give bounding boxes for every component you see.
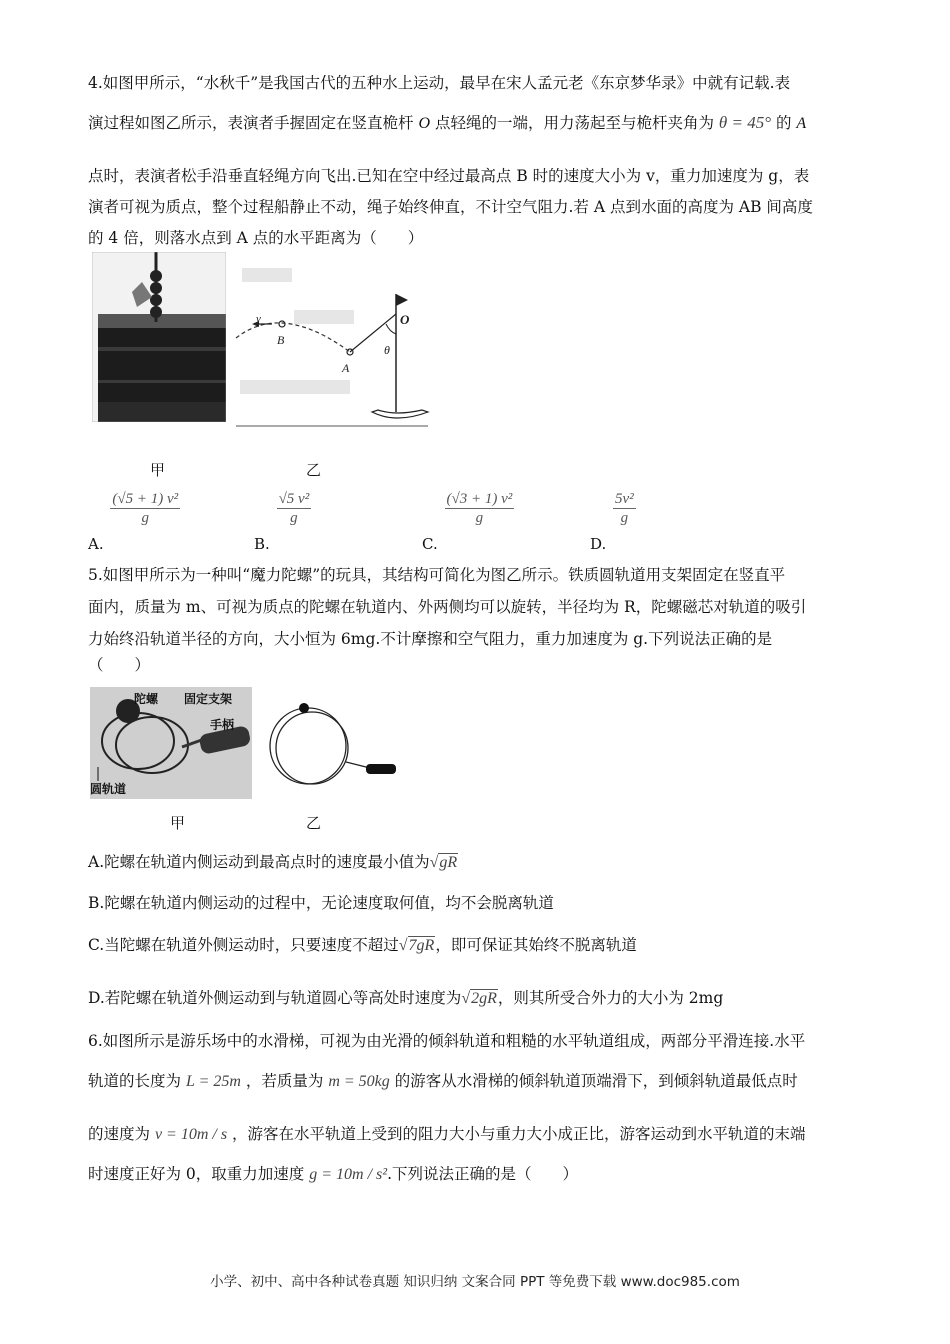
gravity-formula: g = 10m / s² [309,1166,388,1183]
q5-option-c-text-2: ，即可保证其始终不脱离轨道 [435,936,637,954]
q4-option-a-den: g [141,510,150,526]
q5-option-d-math: √2gR [461,990,497,1007]
q6-line-3-b: ，游客在水平轨道上受到的阻力大小与重力大小成正比，游客运动到水平轨道的末端 [232,1125,806,1143]
q5-option-c-text: C.当陀螺在轨道外侧运动时，只要速度不超过 [88,936,399,954]
diagram-theta-label: θ [384,343,390,357]
q5-option-a-math: √gR [429,854,458,871]
point-o-label: O [418,115,431,132]
q4-option-b-den: g [290,510,298,526]
q5-option-a-text: A.陀螺在轨道内侧运动到最高点时的速度最小值为 [88,853,430,871]
q5-line-4: （ ） [88,656,151,674]
q6-line-3 [88,1124,806,1145]
length-formula: L = 25m [185,1073,241,1090]
q4-option-d-den: g [620,510,629,526]
q6-line-4-b: .下列说法正确的是（ ） [387,1165,578,1183]
diagram-a-label: A [342,361,350,375]
magic-top-diagram [262,700,400,790]
q4-option-d-formula [613,490,636,527]
q4-option-b-num: √5 v² [278,491,310,507]
label-tuoluo: 陀螺 [134,692,159,706]
q4-option-b-label: B. [254,534,270,553]
q4-line-1: 4.如图甲所示，“水秋千”是我国古代的五种水上运动，最早在宋人孟元老《东京梦华录》中就有记载.表 [88,74,791,92]
q5-option-d [88,988,723,1009]
q6-line-1: 6.如图所示是游乐场中的水滑梯，可视为由光滑的倾斜轨道和粗糙的水平轨道组成，两部分平滑连接.水平 [88,1032,806,1050]
q4-line-2-a: 演过程如图乙所示，表演者手握固定在竖直桅杆 [88,114,414,132]
point-a-label: A [796,115,807,132]
q4-option-c-num: (√3 + 1) v² [446,491,513,507]
q4-line-3: 点时，表演者松手沿垂直轻绳方向飞出.已知在空中经过最高点 B 时的速度大小为 v，重力加速度为 g，表 [88,167,810,185]
q4-option-c-label: C. [422,534,438,553]
q5-caption-yi: 乙 [306,814,322,832]
q4-option-b-formula [277,490,312,527]
water-swing-photo [92,252,226,422]
q4-option-c [422,490,514,553]
q5-line-1: 5.如图甲所示为一种叫“魔力陀螺”的玩具，其结构可简化为图乙所示。铁质圆轨道用支架固定在竖直平 [88,566,786,584]
q4-caption-yi: 乙 [306,461,322,479]
q6-line-2-a: 轨道的长度为 [88,1072,182,1090]
q4-option-d-label: D. [590,534,607,553]
q4-option-b [254,490,311,553]
diagram-o-label: O [400,312,410,327]
q6-line-4-a: 时速度正好为 0，取重力加速度 [88,1165,305,1183]
label-shoubing: 手柄 [210,718,235,732]
water-swing-diagram [232,262,432,432]
q4-option-d [590,490,636,553]
q5-line-2: 面内，质量为 m、可视为质点的陀螺在轨道内、外两侧均可以旋转，半径均为 R，陀螺磁芯对轨道的吸引 [88,598,807,616]
q6-line-2 [88,1071,798,1092]
q5-option-a [88,852,458,873]
q4-option-d-num: 5v² [615,491,634,507]
velocity-formula: v = 10m / s [154,1126,228,1143]
q4-option-a [88,490,180,553]
q5-option-d-text: D.若陀螺在轨道外侧运动到与轨道圆心等高处时速度为 [88,989,462,1007]
diagram-v-label: v [256,313,261,325]
q4-option-c-den: g [475,510,484,526]
q4-option-a-num: (√5 + 1) v² [112,491,179,507]
q4-line-5: 的 4 倍，则落水点到 A 点的水平距离为（ ） [88,229,424,247]
q4-caption-jia: 甲 [150,461,166,479]
q4-option-c-formula [445,490,515,527]
q4-line-2-c: 的 [775,114,792,132]
q5-option-c [88,935,637,956]
q4-line-4: 演者可视为质点，整个过程船静止不动，绳子始终伸直，不计空气阻力.若 A 点到水面的高度为 AB 间高度 [88,198,813,216]
q4-option-a-label: A. [88,534,104,553]
q5-option-d-text-2: ，则其所受合外力的大小为 2mg [497,989,724,1007]
q5-option-c-math: √7gR [398,937,435,954]
q5-line-3: 力始终沿轨道半径的方向，大小恒为 6mg.不计摩擦和空气阻力，重力加速度为 g.下列说法正确的是 [88,630,773,648]
q4-line-2 [88,113,806,134]
q4-line-2-b: 点轻绳的一端，用力荡起至与桅杆夹角为 [434,114,714,132]
q6-line-2-c: 的游客从水滑梯的倾斜轨道顶端滑下，到倾斜轨道最低点时 [394,1072,798,1090]
q6-line-3-a: 的速度为 [88,1125,151,1143]
q5-caption-jia: 甲 [170,814,186,832]
q4-option-a-formula [110,490,180,527]
label-zhijia: 固定支架 [184,692,233,706]
label-guidao: 圆轨道 [90,782,127,796]
theta-formula: θ = 45° [718,113,772,132]
mass-formula: m = 50kg [328,1073,390,1090]
q5-option-b: B.陀螺在轨道内侧运动的过程中，无论速度取何值，均不会脱离轨道 [88,894,554,912]
page-footer: 小学、初中、高中各种试卷真题 知识归纳 文案合同 PPT 等免费下载 www.doc985.com [210,1274,740,1290]
diagram-b-label: B [277,333,285,347]
magic-top-photo [90,687,252,799]
q6-line-4 [88,1164,578,1185]
q6-line-2-b: ，若质量为 [245,1072,324,1090]
